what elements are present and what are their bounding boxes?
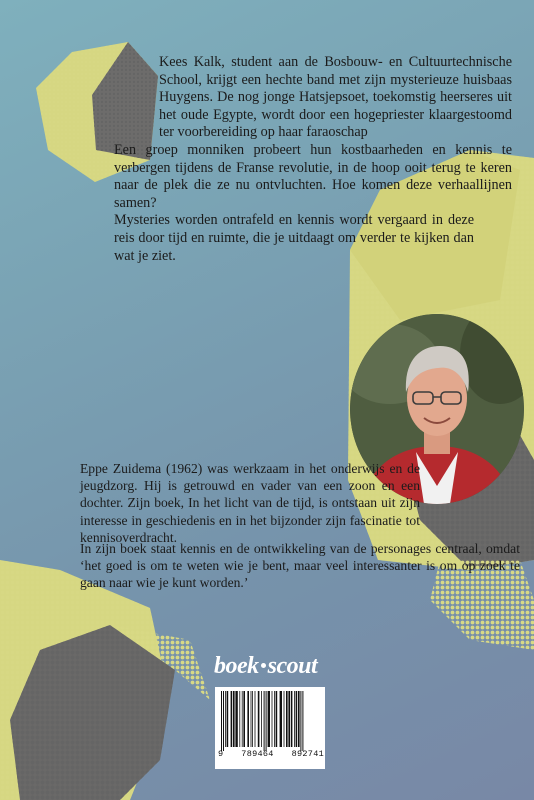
barcode-bar bbox=[223, 691, 224, 751]
author-bio-paragraph-2: In zijn boek staat kennis en de ontwikkeling van de personages centraal, omdat ‘het goed is om te weten wie je bent, maar veel interessanter is om op zoek te gaan naar wie je kunt worden.’ bbox=[80, 541, 520, 591]
isbn-first-digit: 9 bbox=[218, 749, 224, 759]
barcode-bar bbox=[235, 691, 237, 747]
barcode-bar bbox=[221, 691, 222, 751]
synopsis-paragraph-3: Mysteries worden ontrafeld en kennis wordt vergaard in deze reis door tijd en ruimte, die je uitdaagt om verder te kijken dan wat je ziet. bbox=[114, 212, 474, 264]
barcode-bar bbox=[298, 691, 300, 747]
publisher-logo-part-1: boek bbox=[214, 653, 259, 679]
synopsis-paragraph-2: Een groep monniken probeert hun kostbaarheden en kennis te verbergen tijdens de Franse revolutie, in de hoop ooit terug te keren naar de plek die ze nu ontvluchten. Hoe komen deze verhaallijnen samen? bbox=[114, 141, 512, 211]
barcode-bar bbox=[300, 691, 301, 751]
barcode-bar bbox=[276, 691, 278, 747]
barcode-bar bbox=[286, 691, 288, 747]
logo-dot-icon bbox=[261, 663, 266, 668]
isbn-group-2: 892741 bbox=[291, 749, 324, 759]
barcode-bar bbox=[280, 691, 282, 747]
barcode-bar bbox=[231, 691, 233, 747]
bottom-left-polyhedron bbox=[0, 560, 210, 800]
barcode-bar bbox=[247, 691, 249, 747]
barcode-bar bbox=[266, 691, 267, 751]
barcode-bar bbox=[255, 691, 256, 747]
barcode-bar bbox=[251, 691, 252, 747]
barcode-bar bbox=[302, 691, 303, 751]
synopsis-text bbox=[114, 54, 512, 265]
isbn-group-1: 789464 bbox=[241, 749, 274, 759]
barcode-bar bbox=[233, 691, 235, 747]
barcode-bar bbox=[284, 691, 285, 747]
barcode-bar bbox=[258, 691, 260, 747]
publisher-logo bbox=[214, 653, 328, 683]
barcode-bar bbox=[261, 691, 262, 747]
barcode-bar bbox=[239, 691, 240, 747]
barcode-bar bbox=[296, 691, 298, 747]
barcode-bar bbox=[291, 691, 293, 747]
isbn-digits bbox=[218, 749, 324, 759]
barcode-bar bbox=[242, 691, 243, 747]
barcode-bar bbox=[243, 691, 245, 747]
barcode-bar bbox=[294, 691, 295, 747]
barcode-bar bbox=[227, 691, 229, 747]
barcode-bar bbox=[252, 691, 253, 747]
barcode-bar bbox=[274, 691, 275, 747]
synopsis-paragraph-1: Kees Kalk, student aan de Bosbouw- en Cultuurtechnische School, krijgt een hechte band met zijn mysterieuze huisbaas Huygens. De nog jonge Hatsjepsoet, toekomstig heerseres uit het oude Egypte, wordt door een hogepriester klaargestoomd ter voorbereiding op haar faraoschap bbox=[159, 54, 512, 141]
barcode-bar bbox=[264, 691, 265, 751]
barcode-bar bbox=[268, 691, 270, 747]
publisher-logo-part-2: scout bbox=[267, 653, 318, 679]
author-bio-paragraph-1: Eppe Zuidema (1962) was werkzaam in het onderwijs en de jeugdzorg. Hij is getrouwd en vader van een zoon en een dochter. Zijn boek, In het licht van de tijd, is ontstaan uit zijn interesse in geschiedenis en in het bijzonder zijn fascinatie tot kennisoverdracht. bbox=[80, 461, 420, 545]
barcode-bar bbox=[272, 691, 273, 747]
barcode-bar bbox=[288, 691, 290, 747]
barcode-bar bbox=[225, 691, 226, 747]
